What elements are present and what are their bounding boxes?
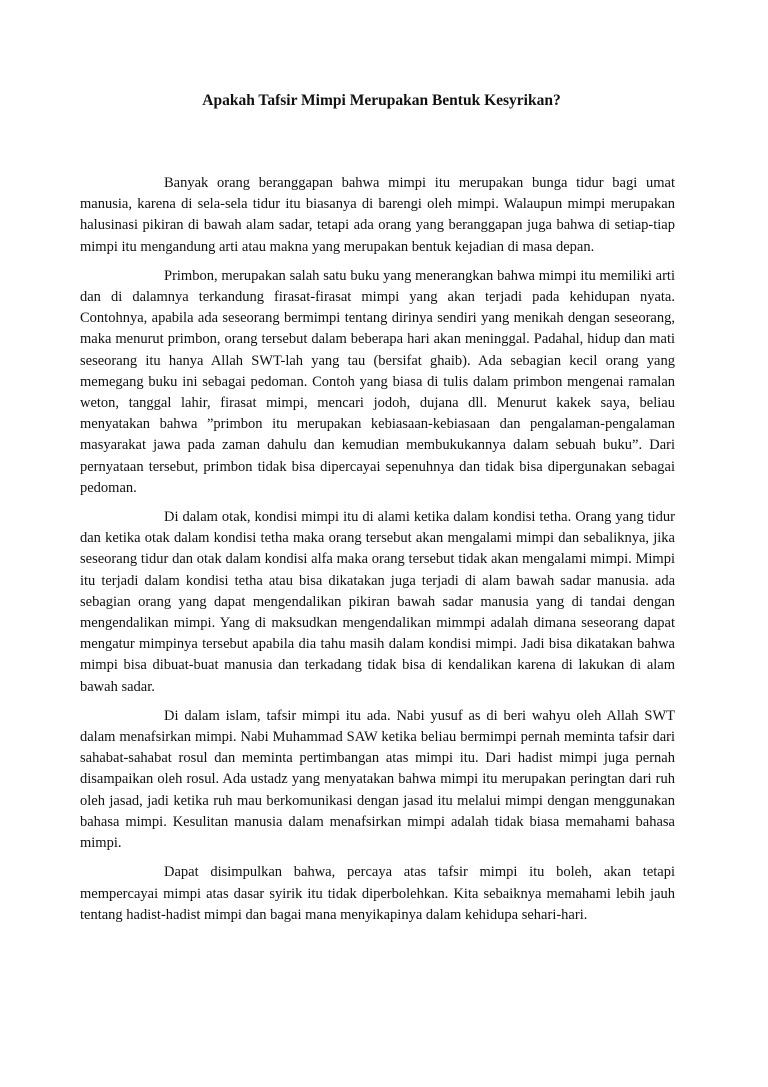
paragraph-2: Primbon, merupakan salah satu buku yang menerangkan bahwa mimpi itu memiliki arti dan di dalamnya terkandung firasat-firasat mimpi yang akan terjadi pada kehidupan nyata. Contohnya, apabila ada seseorang bermimpi tentang dirinya sendiri yang menikah dengan seseorang, maka menurut primbon, orang tersebut dalam beberapa hari akan meninggal. Padahal, hidup dan mati seseorang itu hanya Allah SWT-lah yang tau (bersifat ghaib). Ada sebagian kecil orang yang memegang buku ini sebagai pedoman. Contoh yang biasa di tulis dalam primbon mengenai ramalan weton, tanggal lahir, firasat mimpi, mencari jodoh, dujana dll. Menurut kakek saya, beliau menyatakan bahwa ”primbon itu merupakan kebiasaan-kebiasaan dan pengalaman-pengalaman masyarakat jawa pada zaman dahulu dan kemudian membukukannya dalam sebuah buku”. Dari pernyataan tersebut, primbon tidak bisa dipercayai sepenuhnya dan tidak bisa dipergunakan sebagai pedoman.	[80, 267, 675, 496]
paragraph-4: Di dalam islam, tafsir mimpi itu ada. Nabi yusuf as di beri wahyu oleh Allah SWT dalam menafsirkan mimpi. Nabi Muhammad SAW ketika beliau bermimpi pernah meminta tafsir dari sahabat-sahabat rosul dan meminta pertimbangan atas mimpi itu. Dari hadist mimpi juga pernah disampaikan oleh rosul. Ada ustadz yang menyatakan bahwa mimpi itu merupakan peringtan dari ruh oleh jasad, jadi ketika ruh mau berkomunikasi dengan jasad itu melalui mimpi dengan menggunakan bahasa mimpi. Kesulitan manusia dalam menafsirkan mimpi adalah tidak biasa memahami bahasa mimpi.	[80, 707, 675, 852]
paragraph-3: Di dalam otak, kondisi mimpi itu di alami ketika dalam kondisi tetha. Orang yang tidur dan ketika otak dalam kondisi tetha maka orang tersebut akan mengalami mimpi dan sebaliknya, jika seseorang tidur dan otak dalam kondisi alfa maka orang tersebut tidak akan mengalami mimpi. Mimpi itu terjadi dalam kondisi tetha atau bisa dikatakan juga terjadi di alam bawah sadar manusia. ada sebagian orang yang dapat mengendalikan pikiran bawah sadar manusia yang di tandai dengan mengendalikan mimpi. Yang di maksudkan mengendalikan mimmpi adalah dimana seseorang dapat mengatur mimpinya tersebut apabila dia tahu masih dalam kondisi mimpi. Jadi bisa dikatakan bahwa mimpi bisa dibuat-buat manusia dan terkadang tidak bisa di kendalikan karena di lakukan di alam bawah sadar.	[80, 509, 675, 695]
paragraph-5: Dapat disimpulkan bahwa, percaya atas tafsir mimpi itu boleh, akan tetapi mempercayai mimpi atas dasar syirik itu tidak diperbolehkan. Kita sebaiknya memahami lebih jauh tentang hadist-hadist mimpi dan bagai mana menyikapinya dalam kehidupa sehari-hari.	[80, 864, 675, 923]
document-page	[80, 90, 675, 934]
paragraph-1: Banyak orang beranggapan bahwa mimpi itu merupakan bunga tidur bagi umat manusia, karena di sela-sela tidur itu biasanya di barengi oleh mimpi. Walaupun mimpi merupakan halusinasi pikiran di bawah alam sadar, tetapi ada orang yang beranggapan juga bahwa di setiap-tiap mimpi itu mengandung arti atau makna yang merupakan bentuk kejadian di masa depan.	[80, 175, 675, 255]
document-title: Apakah Tafsir Mimpi Merupakan Bentuk Kesyrikan?	[202, 92, 561, 109]
